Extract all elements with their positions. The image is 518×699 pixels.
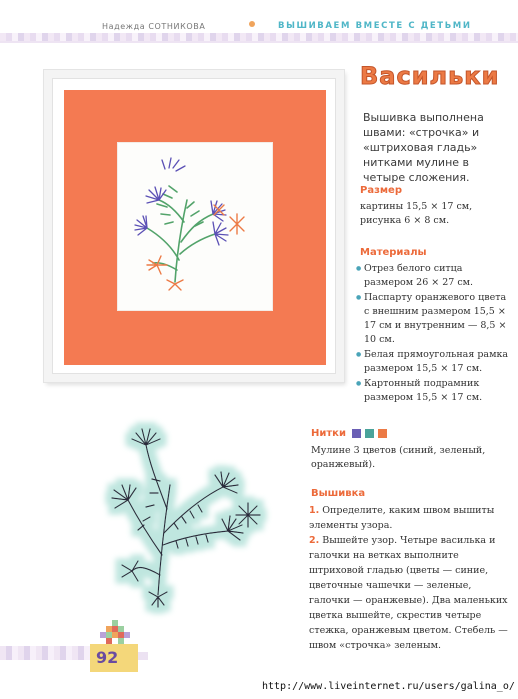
header-author: Надежда СОТНИКОВА [102,22,206,31]
header-series-title: ВЫШИВАЕМ ВМЕСТЕ С ДЕТЬМИ [278,21,472,31]
swatch-orange [378,429,387,438]
article-title: Васильки [360,62,500,90]
header-stripe [0,33,518,41]
size-heading: Размер [360,185,403,196]
article-intro: Вышивка выполнена швами: «строчка» и «штриховая гладь» нитками мулине в четыре сложения. [363,111,484,184]
cornflower-embroidery-image [117,142,273,311]
step-1 [309,503,515,533]
header-dot [249,21,255,27]
threads-heading: Нитки [311,428,346,439]
embroidery-heading: Вышивка [311,488,366,499]
page-number: 92 [96,648,119,667]
step-2 [309,533,515,653]
size-line-pattern: рисунка 6 × 8 см. [360,215,450,226]
source-watermark: http://www.liveinternet.ru/users/galina_o/ [262,681,515,692]
materials-heading: Материалы [360,247,427,258]
step-text: Определите, каким швом вышиты элементы узора. [309,505,495,531]
materials-item: ● Отрез белого ситца размером 26 × 27 см. [356,262,514,290]
size-line-picture: картины 15,5 × 17 см, [360,201,473,212]
footer-stripe-end [138,652,148,660]
embroidery-steps [309,503,515,653]
step-number: 1. [309,505,320,516]
materials-item: ● Паспарту оранжевого цвета с внешним размером 15,5 × 17 см и внутренним — 8,5 × 10 см. [356,291,514,347]
threads-text: Мулине 3 цветов (синий, зеленый, оранжевый). [311,445,486,470]
embroidery-pattern-drawing [88,405,278,620]
pixel-decoration [98,620,134,646]
size-text [360,200,516,228]
step-number: 2. [309,535,320,546]
embroidered-fabric [117,142,273,311]
materials-item: ● Картонный подрамник размером 15,5 × 17 см. [356,377,514,405]
materials-item: ● Белая прямоугольная рамка размером 15,5 × 17 см. [356,348,514,376]
swatch-blue [352,429,361,438]
footer-stripe [0,646,90,660]
materials-list [356,262,514,406]
step-text: Вышейте узор. Четыре василька и галочки на ветках выполните штриховой гладью (цветы — синие, цветочные чашечки — зеленые, галочки — оранжевые). Два маленьких цветка вышейте, скрестив четыре стежка, оранжевым цветом. Стебель — швом «строчка» зеленым. [309,535,508,651]
swatch-green [365,429,374,438]
header-stripe-thin [0,41,518,43]
